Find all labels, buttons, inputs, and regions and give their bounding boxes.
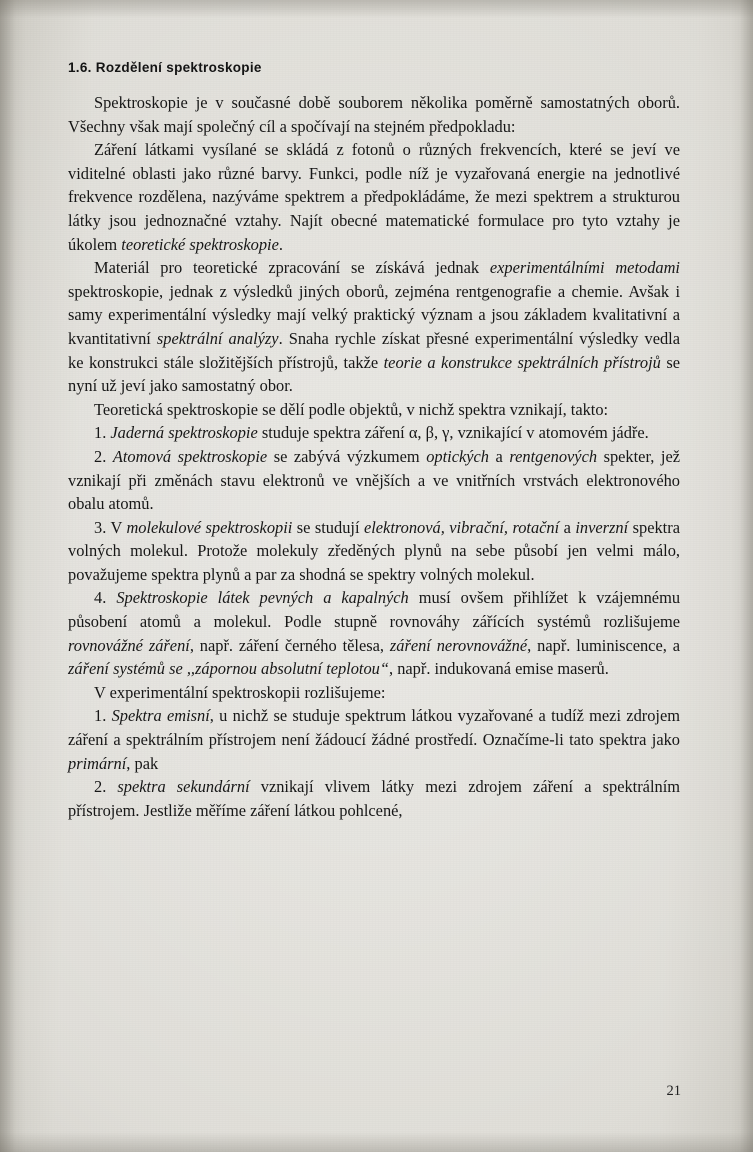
page-edge-top-shadow (0, 0, 753, 18)
page-number: 21 (666, 1083, 681, 1099)
paragraph: Materiál pro teoretické zpracování se získává jednak experimentálními metodami spektroskopie, jednak z výsledků jiných oborů, zejména rentgenografie a chemie. Avšak i samy experimentální výsledky mají velký praktický význam a jsou základem kvalitativní a kvantitativní spektrální analýzy. Snaha rychle získat přesné experimentální výsledky vedla ke konstrukci stále složitějších přístrojů, takže teorie a konstrukce spektrálních přístrojů se nyní už jeví jako samostatný obor. (68, 258, 680, 396)
paragraph: Teoretická spektroskopie se dělí podle objektů, v nichž spektra vznikají, takto: (94, 399, 609, 419)
list-item: 3. V molekulové spektroskopii se studují elektronová, vibrační, rotační a inverzní spektra volných molekul. Protože molekuly zředěných plynů na sebe působí jen velmi málo, považujeme spektra plynů a par za shodná se spektry volných molekul. (68, 517, 680, 584)
page-text-block (68, 60, 680, 822)
paragraph: V experimentální spektroskopii rozlišujeme: (94, 682, 386, 702)
list-item: 1. Jaderná spektroskopie studuje spektra záření α, β, γ, vznikající v atomovém jádře. (94, 423, 649, 443)
section-heading: 1.6. Rozdělení spektroskopie (68, 60, 262, 75)
list-item: 2. Atomová spektroskopie se zabývá výzkumem optických a rentgenových spekter, jež vznikají při změnách stavu elektronů ve vnějších a ve vnitřních vrstvách elektronového obalu atomů. (68, 446, 680, 514)
list-item: 1. Spektra emisní, u nichž se studuje spektrum látkou vyzařované a tudíž mezi zdrojem záření a spektrálním přístrojem není žádoucí žádné prostředí. Označíme-li tato spektra jako primární, pak (68, 706, 680, 773)
list-item: 4. Spektroskopie látek pevných a kapalných musí ovšem přihlížet k vzájemnému působení atomů a molekul. Podle stupně rovnováhy zářících systémů rozlišujeme rovnovážné záření, např. záření černého tělesa, záření nerovnovážné, např. luminiscence, a záření systémů se ,,zápornou absolutní teplotou“, např. indukovaná emise maserů. (68, 588, 681, 679)
list-item: 2. spektra sekundární vznikají vlivem látky mezi zdrojem záření a spektrálním přístrojem. Jestliže měříme záření látkou pohlcené, (68, 777, 680, 820)
paragraph: Spektroskopie je v současné době souborem několika poměrně samostatných oborů. Všechny však mají společný cíl a spočívají na stejném předpokladu: (68, 93, 680, 136)
page-edge-bottom-shadow (0, 1132, 753, 1152)
page-edge-left-shadow (0, 0, 26, 1152)
paragraph: Záření látkami vysílané se skládá z fotonů o různých frekvencích, které se jeví ve viditelné oblasti jako různé barvy. Funkci, podle níž je vyzařovaná energie na jednotlivé frekvence rozdělena, nazýváme spektrem a předpokládáme, že mezi spektrem a strukturou látky jsou jednoznačné vztahy. Najít obecné matematické formulace pro tyto vztahy je úkolem teoretické spektroskopie. (68, 140, 680, 254)
page-edge-right-shadow (731, 0, 753, 1152)
